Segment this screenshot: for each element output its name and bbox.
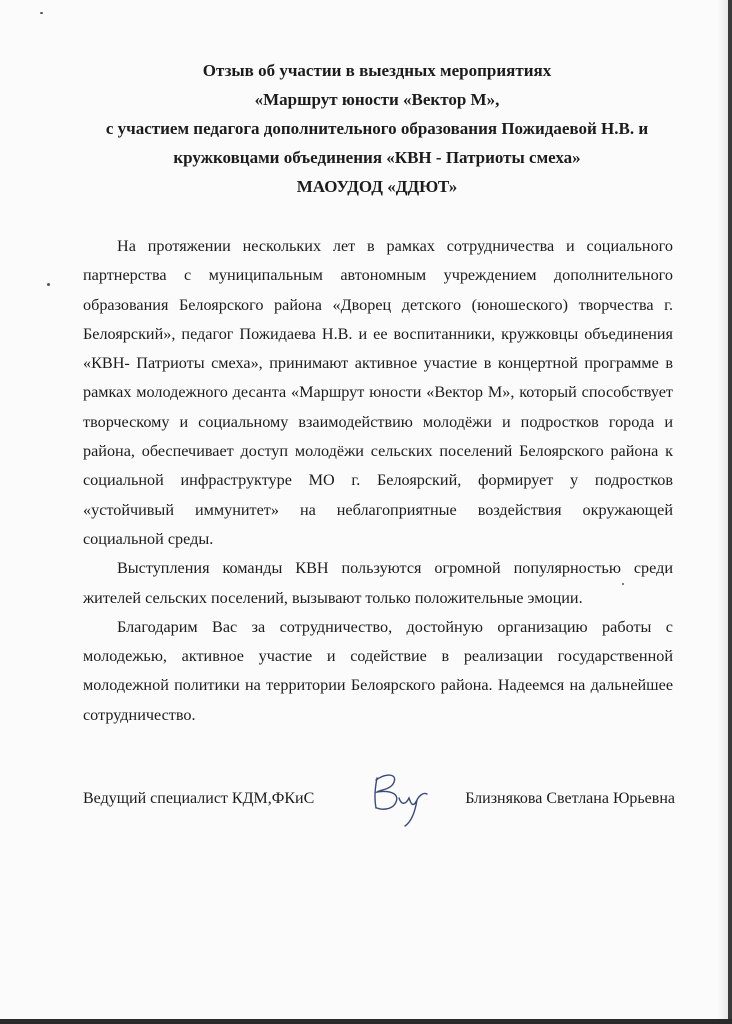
scan-speck: [40, 12, 43, 14]
signature-block: [83, 786, 675, 826]
handwritten-signature: [365, 768, 445, 832]
document-body: [83, 232, 673, 730]
scan-border-right: [728, 0, 732, 1024]
title-line: Отзыв об участии в выездных мероприятиях: [202, 61, 552, 80]
body-paragraph: На протяжении нескольких лет в рамках сотрудничества и социального партнерства с муниципальным автономным учреждением дополнительного образования Белоярского района «Дворец детского (юношеского) творчества г. Белоярский», педагог Пожидаева Н.В. и ее воспитанники, кружковцы объединения «КВН- Патриоты смеха», принимают активное участие в концертной программе в рамках молодежного десанта «Маршрут юности «Вектор М», который способствует творческому и социальному взаимодействию молодёжи и подростков города и района, обеспечивает доступ молодёжи сельских поселений Белоярского района к социальной инфраструктуре МО г. Белоярский, формирует у подростков «устойчивый иммунитет» на неблагоприятные воздействия окружающей социальной среды.: [83, 237, 673, 548]
scan-shadow: [718, 0, 728, 1019]
document-title: [60, 56, 694, 201]
organization-name: МАОУДОД «ДДЮТ»: [296, 177, 458, 196]
body-paragraph: Благодарим Вас за сотрудничество, достойную организацию работы с молодежью, активное участие и содействие в реализации государственной молодежной политики на территории Белоярского района. Надеемся на дальнейшее сотрудничество.: [83, 617, 673, 724]
body-paragraph: Выступления команды КВН пользуются огромной популярностью среди жителей сельских поселений, вызывают только положительные эмоции.: [83, 559, 673, 607]
title-line: кружковцами объединения «КВН - Патриоты смеха»: [173, 148, 581, 167]
title-line: с участием педагога дополнительного образования Пожидаевой Н.В. и: [105, 119, 649, 138]
scan-speck: [47, 283, 50, 286]
scan-border-bottom: [0, 1019, 732, 1024]
title-line: «Маршрут юности «Вектор М»,: [254, 90, 500, 109]
signatory-name: Близнякова Светлана Юрьевна: [465, 790, 675, 807]
signatory-position: Ведущий специалист КДМ,ФКиС: [83, 790, 315, 807]
